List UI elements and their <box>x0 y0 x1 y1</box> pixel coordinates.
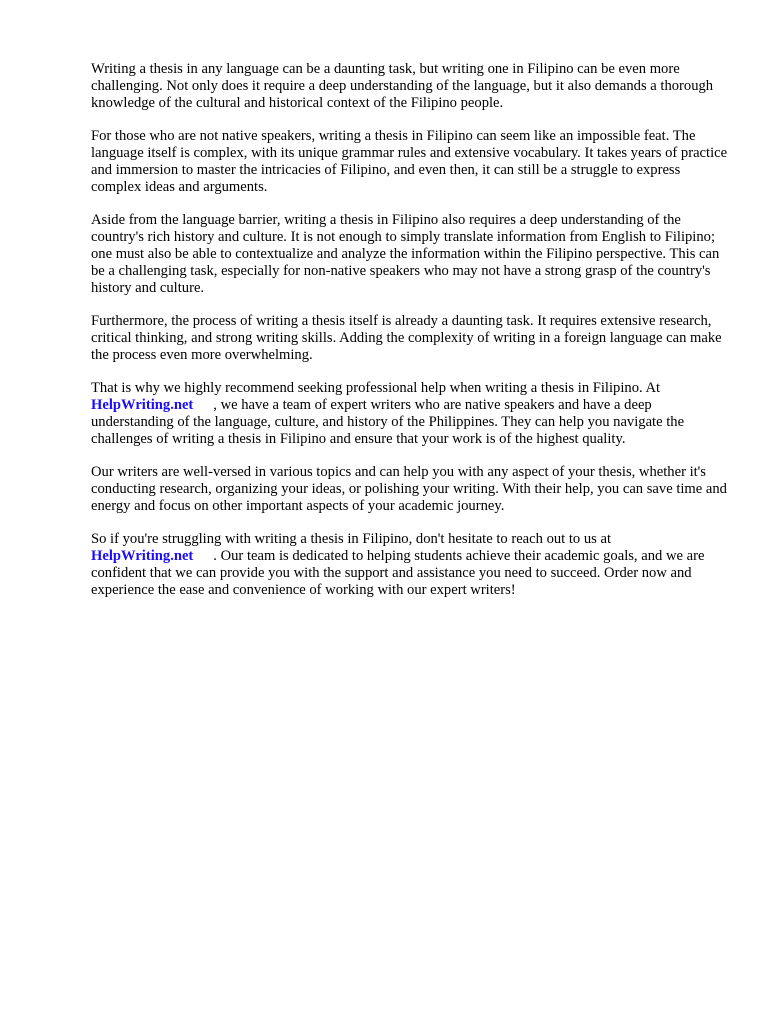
helpwriting-link[interactable]: HelpWriting.net <box>91 397 194 413</box>
paragraph-recommend-rest: , we have a team of expert writers who are native speakers and have a deep understanding of the language, culture, and history of the Philippines. They can help you navigate the challenges of writing a thesis in Filipino and ensure that your work is of the highest quality. <box>91 397 685 447</box>
paragraph-closing-lead: So if you're struggling with writing a thesis in Filipino, don't hesitate to reach out to us at <box>91 531 612 547</box>
paragraph-closing-rest: . Our team is dedicated to helping students achieve their academic goals, and we are confident that we can provide you with the support and assistance you need to succeed. Order now and experience the ease and convenience of working with our expert writers! <box>91 548 705 598</box>
paragraph-closing <box>91 531 731 599</box>
helpwriting-link-closing[interactable]: HelpWriting.net <box>91 548 194 564</box>
paragraph-recommend-lead: That is why we highly recommend seeking professional help when writing a thesis in Filipino. At <box>91 380 661 396</box>
paragraph-recommend <box>91 380 731 448</box>
paragraph-writers: Our writers are well-versed in various topics and can help you with any aspect of your thesis, whether it's conducting research, organizing your ideas, or polishing your writing. With their help, you can save time and energy and focus on other important aspects of your academic journey. <box>91 464 727 514</box>
paragraph-intro: Writing a thesis in any language can be a daunting task, but writing one in Filipino can be even more challenging. Not only does it require a deep understanding of the language, but it also demands a thorough knowledge of the cultural and historical context of the Filipino people. <box>91 61 714 111</box>
document-page <box>91 61 731 615</box>
paragraph-non-native: For those who are not native speakers, writing a thesis in Filipino can seem like an impossible feat. The language itself is complex, with its unique grammar rules and extensive vocabulary. It takes years of practice and immersion to master the intricacies of Filipino, and even then, it can still be a struggle to express complex ideas and arguments. <box>91 128 728 195</box>
paragraph-culture: Aside from the language barrier, writing a thesis in Filipino also requires a deep understanding of the country's rich history and culture. It is not enough to simply translate information from English to Filipino; one must also be able to contextualize and analyze the information within the Filipino perspective. This can be a challenging task, especially for non-native speakers who may not have a strong grasp of the country's history and culture. <box>91 212 720 296</box>
paragraph-process: Furthermore, the process of writing a thesis itself is already a daunting task. It requires extensive research, critical thinking, and strong writing skills. Adding the complexity of writing in a foreign language can make the process even more overwhelming. <box>91 313 722 363</box>
